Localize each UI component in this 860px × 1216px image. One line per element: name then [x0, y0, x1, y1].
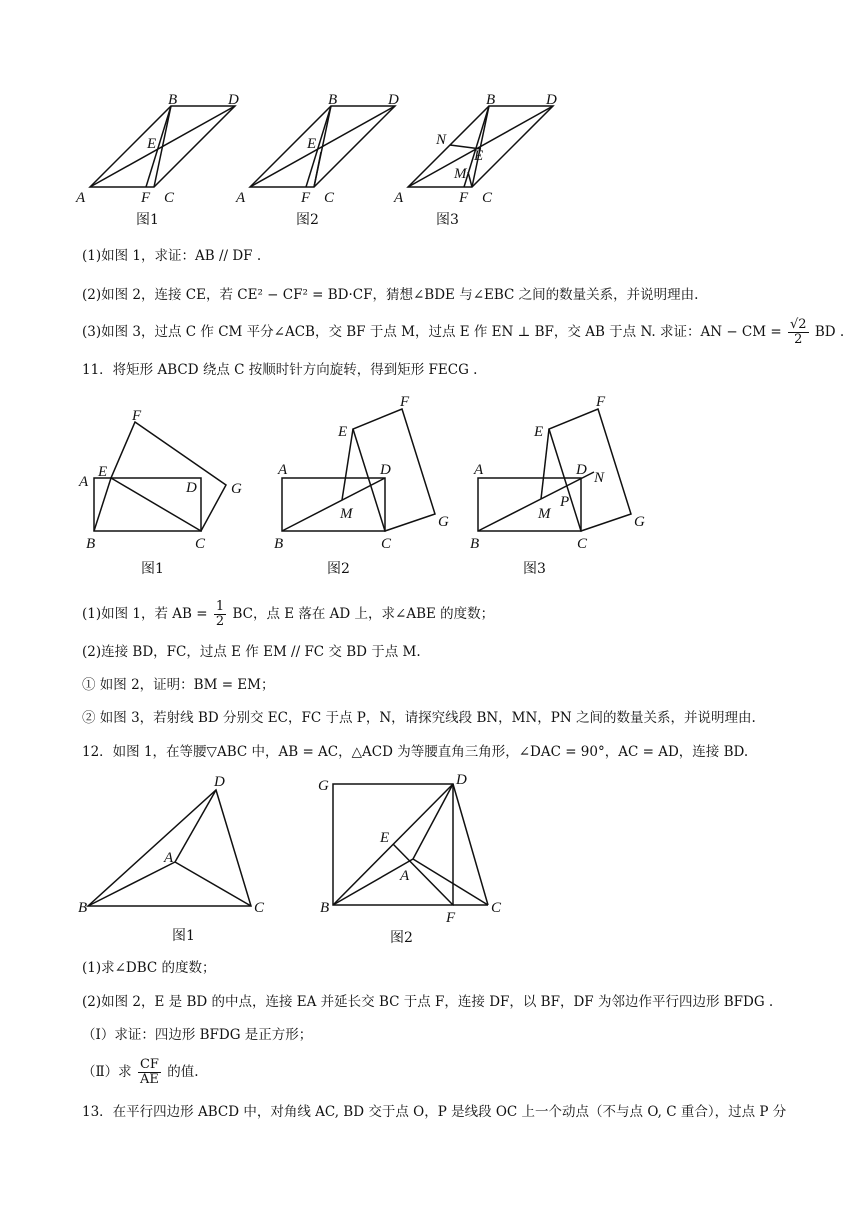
p12-question-2a: （Ⅰ）求证：四边形 BFDG 是正方形；: [82, 1027, 313, 1043]
label-b: B: [486, 92, 496, 108]
label-c: C: [577, 536, 588, 552]
p10-figure-3: [388, 88, 568, 233]
label-d: D: [456, 772, 467, 788]
label-m: M: [340, 506, 353, 522]
caption: 图2: [296, 212, 319, 228]
label-f: F: [132, 408, 142, 424]
p12-figure-2: [316, 772, 516, 952]
label-e: E: [338, 424, 348, 440]
label-d: D: [214, 774, 225, 790]
rectangle-fecg: [111, 422, 226, 531]
p10-figure-2-svg: [230, 88, 410, 233]
p10-q3-tail: BD .: [814, 324, 845, 340]
label-c: C: [195, 536, 206, 552]
p12-figure-1-svg: [76, 772, 276, 947]
numerator: CF: [139, 1057, 159, 1072]
p11-figure-3: [468, 396, 658, 581]
denominator: 2: [215, 614, 225, 629]
label-e: E: [474, 148, 484, 164]
p11-question-2b: ② 如图 3，若射线 BD 分别交 EC，FC 于点 P，N，请探究线段 BN，MN，PN 之间的数量关系，并说明理由.: [82, 710, 756, 726]
label-f: F: [596, 394, 606, 410]
label-f: F: [141, 190, 151, 206]
label-a: A: [474, 462, 484, 478]
label-b: B: [86, 536, 96, 552]
label-g: G: [318, 778, 329, 794]
p11-question-1: [82, 600, 494, 629]
p10-figure-2: [230, 88, 410, 233]
label-c: C: [381, 536, 392, 552]
fraction-cf-over-ae: [138, 1058, 161, 1087]
p10-question-1: (1)如图 1，求证：AB // DF .: [82, 248, 262, 264]
caption: 图3: [436, 212, 459, 228]
label-d: D: [228, 92, 239, 108]
p12-figure-1: [76, 772, 276, 947]
label-b: B: [274, 536, 284, 552]
p11-figure-2-svg: [272, 396, 462, 581]
triangle-bdc: [88, 790, 251, 906]
numerator: √2: [790, 317, 807, 332]
label-m: M: [454, 166, 467, 182]
caption: 图2: [390, 930, 413, 946]
p10-figure-1-svg: [70, 88, 250, 233]
p11-question-2: (2)连接 BD，FC，过点 E 作 EM // FC 交 BD 于点 M.: [82, 644, 421, 660]
label-g: G: [634, 514, 645, 530]
label-d: D: [576, 462, 587, 478]
rectangle-fecg: [353, 409, 435, 531]
p11-figure-3-svg: [468, 396, 658, 581]
p11-q1-tail: BC，点 E 落在 AD 上，求∠ABE 的度数；: [232, 606, 495, 622]
numerator: 1: [215, 599, 225, 614]
p11-question-2a: ① 如图 2，证明：BM = EM；: [82, 677, 275, 693]
p11-figure-1: [76, 408, 266, 578]
label-c: C: [254, 900, 265, 916]
fraction-sqrt2-over-2: [788, 318, 809, 347]
p11-stem: 11．将矩形 ABCD 绕点 C 按顺时针方向旋转，得到矩形 FECG .: [82, 362, 478, 378]
p12-figure-2-svg: [316, 772, 516, 952]
label-b: B: [328, 92, 338, 108]
label-e: E: [307, 136, 317, 152]
denominator: 2: [794, 332, 803, 347]
label-f: F: [400, 394, 410, 410]
segment-bd: [282, 478, 385, 531]
segment-ad: [413, 784, 453, 859]
rectangle-abcd: [94, 478, 201, 531]
segment-ab: [88, 862, 175, 906]
caption: 图1: [141, 561, 164, 577]
caption: 图1: [172, 928, 195, 944]
p12-stem: 12．如图 1，在等腰▽ABC 中，AB = AC，△ACD 为等腰直角三角形，∠DAC = 90°，AC = AD，连接 BD.: [82, 744, 749, 760]
label-a: A: [164, 850, 174, 866]
segment-bc: [154, 106, 171, 187]
label-p: P: [560, 494, 570, 510]
label-a: A: [79, 474, 89, 490]
caption: 图1: [136, 212, 159, 228]
label-n: N: [594, 470, 605, 486]
p10-question-2: (2)如图 2，连接 CE，若 CE² − CF² = BD·CF，猜想∠BDE 与∠EBC 之间的数量关系，并说明理由.: [82, 287, 699, 303]
p13-stem: 13．在平行四边形 ABCD 中，对角线 AC, BD 交于点 O，P 是线段 OC 上一个动点（不与点 O, C 重合），过点 P 分: [82, 1104, 787, 1120]
label-d: D: [186, 480, 197, 496]
segment-bc: [472, 106, 489, 187]
label-a: A: [400, 868, 410, 884]
caption: 图2: [327, 561, 350, 577]
label-b: B: [470, 536, 480, 552]
p11-figure-2: [272, 396, 462, 581]
caption: 图3: [523, 561, 546, 577]
label-f: F: [459, 190, 469, 206]
label-a: A: [394, 190, 404, 206]
p12-question-2b: [82, 1058, 199, 1087]
label-b: B: [78, 900, 88, 916]
p12-q2b-text: （Ⅱ）求: [82, 1064, 132, 1080]
label-a: A: [236, 190, 246, 206]
segment-be: [94, 478, 111, 531]
p12-question-1: (1)求∠DBC 的度数；: [82, 960, 216, 976]
p12-question-2: (2)如图 2，E 是 BD 的中点，连接 EA 并延长交 BC 于点 F，连接 DF，以 BF，DF 为邻边作平行四边形 BFDG .: [82, 994, 774, 1010]
label-f: F: [446, 910, 456, 926]
segment-cm: [468, 172, 472, 187]
label-e: E: [534, 424, 544, 440]
label-g: G: [438, 514, 449, 530]
p10-figure-1: [70, 88, 250, 233]
label-a: A: [278, 462, 288, 478]
fraction-one-half: [214, 600, 226, 629]
label-d: D: [546, 92, 557, 108]
label-e: E: [147, 136, 157, 152]
label-g: G: [231, 481, 242, 497]
label-b: B: [168, 92, 178, 108]
denominator: AE: [140, 1072, 159, 1087]
segment-ad: [175, 790, 216, 862]
label-e: E: [98, 464, 108, 480]
label-a: A: [76, 190, 86, 206]
p10-q3-text: (3)如图 3，过点 C 作 CM 平分∠ACB，交 BF 于点 M，过点 E 作 EN ⊥ BF，交 AB 于点 N. 求证：AN − CM =: [82, 324, 782, 340]
label-c: C: [324, 190, 335, 206]
p12-q2b-tail: 的值.: [167, 1064, 199, 1080]
p11-q1-text: (1)如图 1，若 AB =: [82, 606, 208, 622]
label-d: D: [380, 462, 391, 478]
p10-figure-3-svg: [388, 88, 568, 233]
label-e: E: [380, 830, 390, 846]
label-c: C: [491, 900, 502, 916]
label-n: N: [436, 132, 447, 148]
p11-figure-1-svg: [76, 408, 266, 578]
label-b: B: [320, 900, 330, 916]
rectangle-fecg: [549, 409, 631, 531]
label-c: C: [482, 190, 493, 206]
label-m: M: [538, 506, 551, 522]
p10-question-3: [82, 318, 844, 347]
label-f: F: [301, 190, 311, 206]
ray-bd: [478, 472, 594, 531]
label-d: D: [388, 92, 399, 108]
label-c: C: [164, 190, 175, 206]
